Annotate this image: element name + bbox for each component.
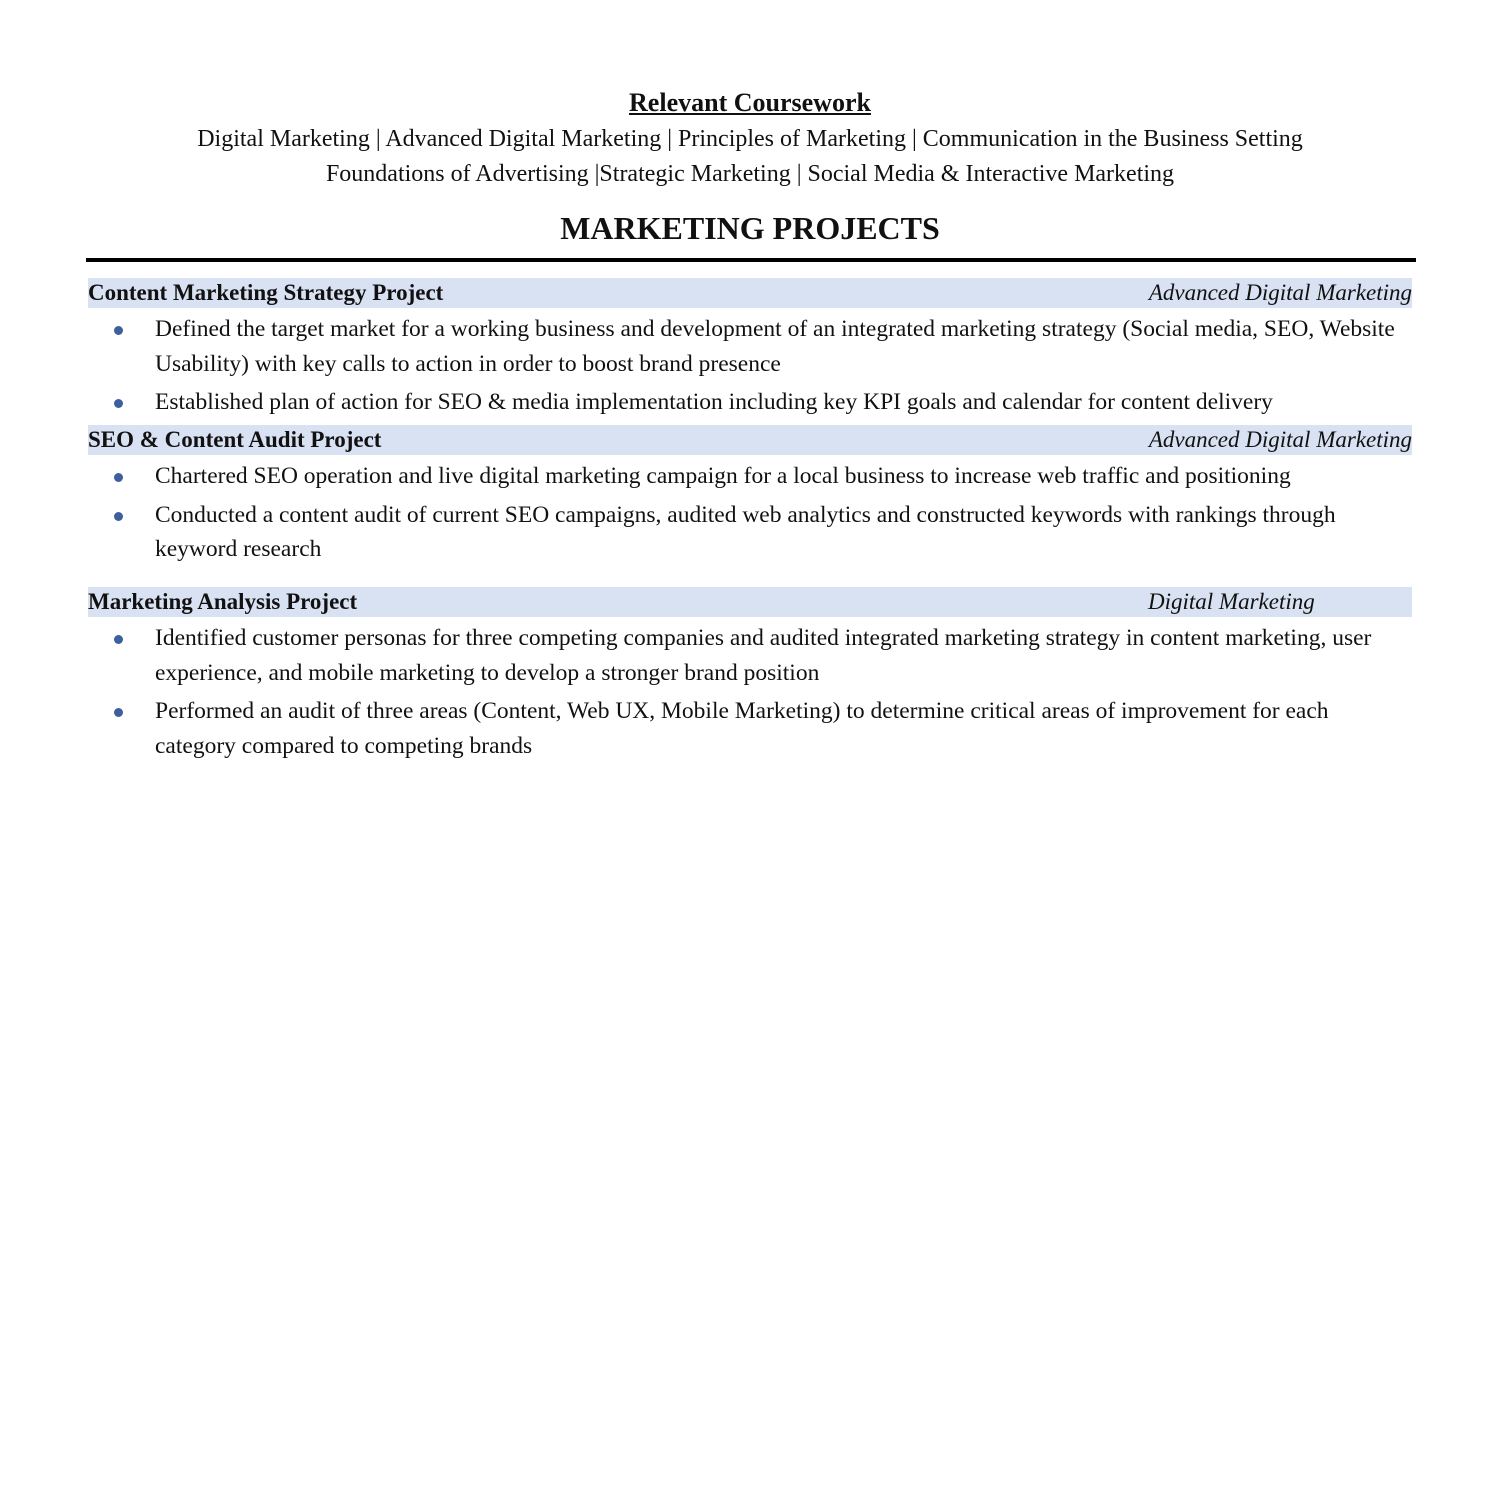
bullet-text: Performed an audit of three areas (Content, Web UX, Mobile Marketing) to determine critical areas of improvement for each category compared to competing brands — [155, 698, 1329, 759]
project-course: Digital Marketing — [1148, 589, 1315, 614]
bullet-icon — [114, 635, 123, 644]
project-header — [88, 587, 1412, 617]
bullet-text: Chartered SEO operation and live digital marketing campaign for a local business to increase web traffic and positioning — [155, 463, 1291, 489]
project-section — [88, 278, 1412, 420]
project-name: Content Marketing Strategy Project — [88, 280, 444, 305]
project-header — [88, 278, 1412, 308]
bullet-icon — [114, 473, 123, 482]
bullet-text: Conducted a content audit of current SEO campaigns, audited web analytics and constructed keywords with rankings through keyword research — [155, 501, 1336, 562]
project-course: Advanced Digital Marketing — [1148, 280, 1412, 305]
bullet-icon — [114, 399, 123, 408]
bullet-text: Defined the target market for a working business and development of an integrated marketing strategy (Social media, SEO, Website Usability) with key calls to action in order to boost brand presence — [155, 316, 1395, 377]
list-item — [88, 459, 1412, 494]
project-name: SEO & Content Audit Project — [88, 427, 382, 452]
project-header — [88, 425, 1412, 455]
bullet-icon — [114, 708, 123, 717]
bullet-icon — [114, 512, 123, 521]
bullet-text: Established plan of action for SEO & media implementation including key KPI goals and calendar for content delivery — [155, 389, 1273, 415]
coursework-line-2: Foundations of Advertising |Strategic Marketing | Social Media & Interactive Marketing — [325, 161, 1175, 187]
project-section — [88, 587, 1412, 763]
list-item — [88, 312, 1412, 381]
bullet-text: Identified customer personas for three competing companies and audited integrated marketing strategy in content marketing, user experience, and mobile marketing to develop a stronger brand position — [155, 625, 1372, 686]
bullet-icon — [114, 326, 123, 335]
list-item — [88, 694, 1412, 763]
list-item — [88, 498, 1412, 567]
list-item — [88, 621, 1412, 690]
coursework-title: Relevant Coursework — [629, 88, 871, 117]
project-section — [88, 425, 1412, 567]
coursework-line-1: Digital Marketing | Advanced Digital Marketing | Principles of Marketing | Communication in the Business Setting — [197, 126, 1303, 152]
list-item — [88, 385, 1412, 420]
section-divider — [86, 258, 1416, 262]
project-name: Marketing Analysis Project — [88, 589, 358, 614]
project-course: Advanced Digital Marketing — [1148, 427, 1412, 452]
projects-heading: MARKETING PROJECTS — [560, 210, 940, 246]
